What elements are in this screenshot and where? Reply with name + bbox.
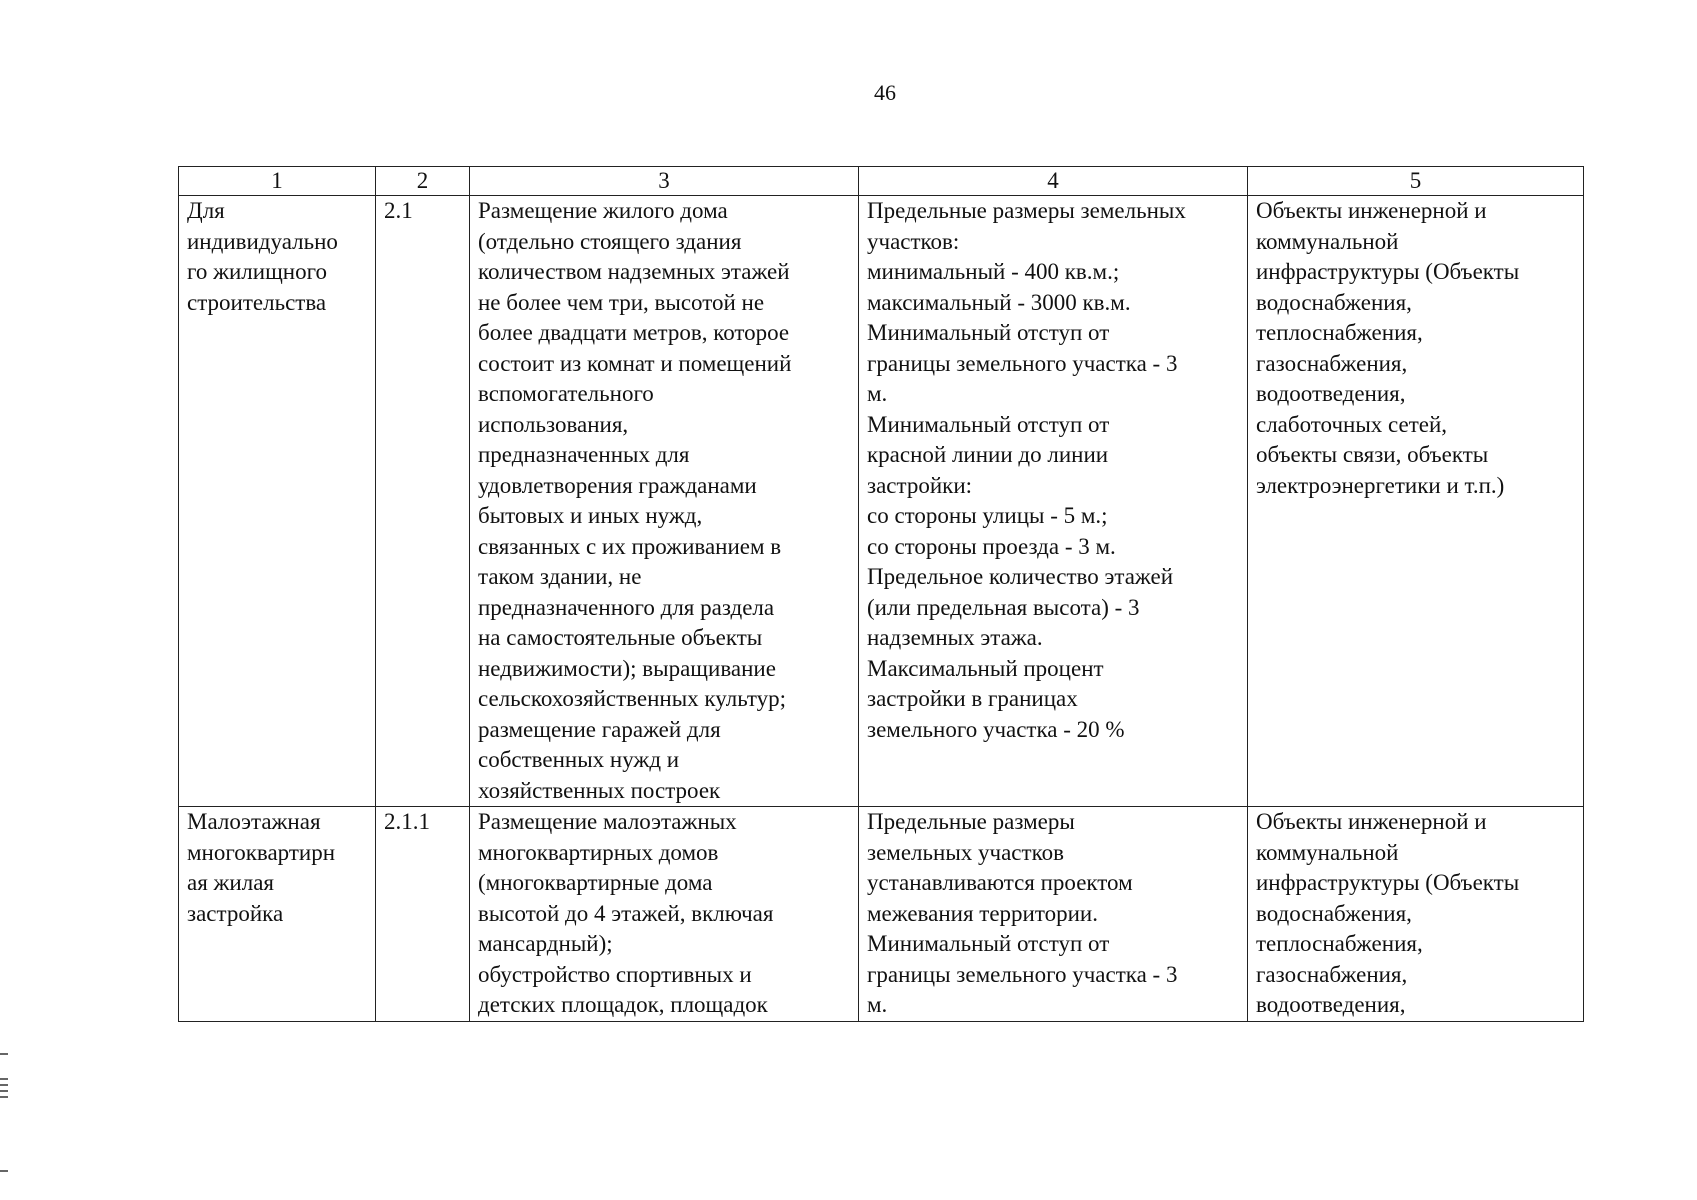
- scan-margin-mark: [0, 1084, 8, 1086]
- land-use-parameters-cell: Предельные размеры земельных участков устанавливаются проектом межевания территории. Минимальный отступ от границы земельного участка - 3 м.: [859, 807, 1248, 1022]
- scan-margin-mark: [0, 1096, 8, 1098]
- land-use-code-cell: 2.1.1: [376, 807, 470, 1022]
- land-use-table: [178, 166, 1584, 1022]
- land-use-code-cell: 2.1: [376, 196, 470, 807]
- column-header-2: 2: [376, 167, 470, 196]
- table-header-row: [179, 167, 1584, 196]
- land-use-name-cell: Малоэтажная многоквартирн ая жилая застройка: [179, 807, 376, 1022]
- land-use-description-cell: Размещение малоэтажных многоквартирных домов (многоквартирные дома высотой до 4 этажей, включая мансардный); обустройство спортивных и детских площадок, площадок: [470, 807, 859, 1022]
- scan-margin-mark: [0, 1053, 8, 1055]
- land-use-parameters-cell: Предельные размеры земельных участков: минимальный - 400 кв.м.; максимальный - 3000 кв.м. Минимальный отступ от границы земельного участка - 3 м. Минимальный отступ от красной линии до линии застройки: со стороны улицы - 5 м.; со стороны проезда - 3 м. Предельное количество этажей (или предельная высота) - 3 надземных этажа. Максимальный процент застройки в границах земельного участка - 20 %: [859, 196, 1248, 807]
- column-header-1: 1: [179, 167, 376, 196]
- scan-margin-mark: [0, 1090, 8, 1092]
- page-number: 46: [874, 80, 896, 105]
- scan-margin-mark: [0, 1078, 8, 1080]
- table-row: [179, 807, 1584, 1022]
- land-use-name-cell: Для индивидуально го жилищного строительства: [179, 196, 376, 807]
- land-use-objects-cell: Объекты инженерной и коммунальной инфраструктуры (Объекты водоснабжения, теплоснабжения, газоснабжения, водоотведения,: [1248, 807, 1584, 1022]
- scan-margin-mark: [0, 1170, 8, 1172]
- table-row: [179, 196, 1584, 807]
- land-use-description-cell: Размещение жилого дома (отдельно стоящего здания количеством надземных этажей не более чем три, высотой не более двадцати метров, которое состоит из комнат и помещений вспомогательного использования, предназначенных для удовлетворения гражданами бытовых и иных нужд, связанных с их проживанием в таком здании, не предназначенного для раздела на самостоятельные объекты недвижимости); выращивание сельскохозяйственных культур; размещение гаражей для собственных нужд и хозяйственных построек: [470, 196, 859, 807]
- column-header-3: 3: [470, 167, 859, 196]
- column-header-5: 5: [1248, 167, 1584, 196]
- land-use-objects-cell: Объекты инженерной и коммунальной инфраструктуры (Объекты водоснабжения, теплоснабжения, газоснабжения, водоотведения, слаботочных сетей, объекты связи, объекты электроэнергетики и т.п.): [1248, 196, 1584, 807]
- column-header-4: 4: [859, 167, 1248, 196]
